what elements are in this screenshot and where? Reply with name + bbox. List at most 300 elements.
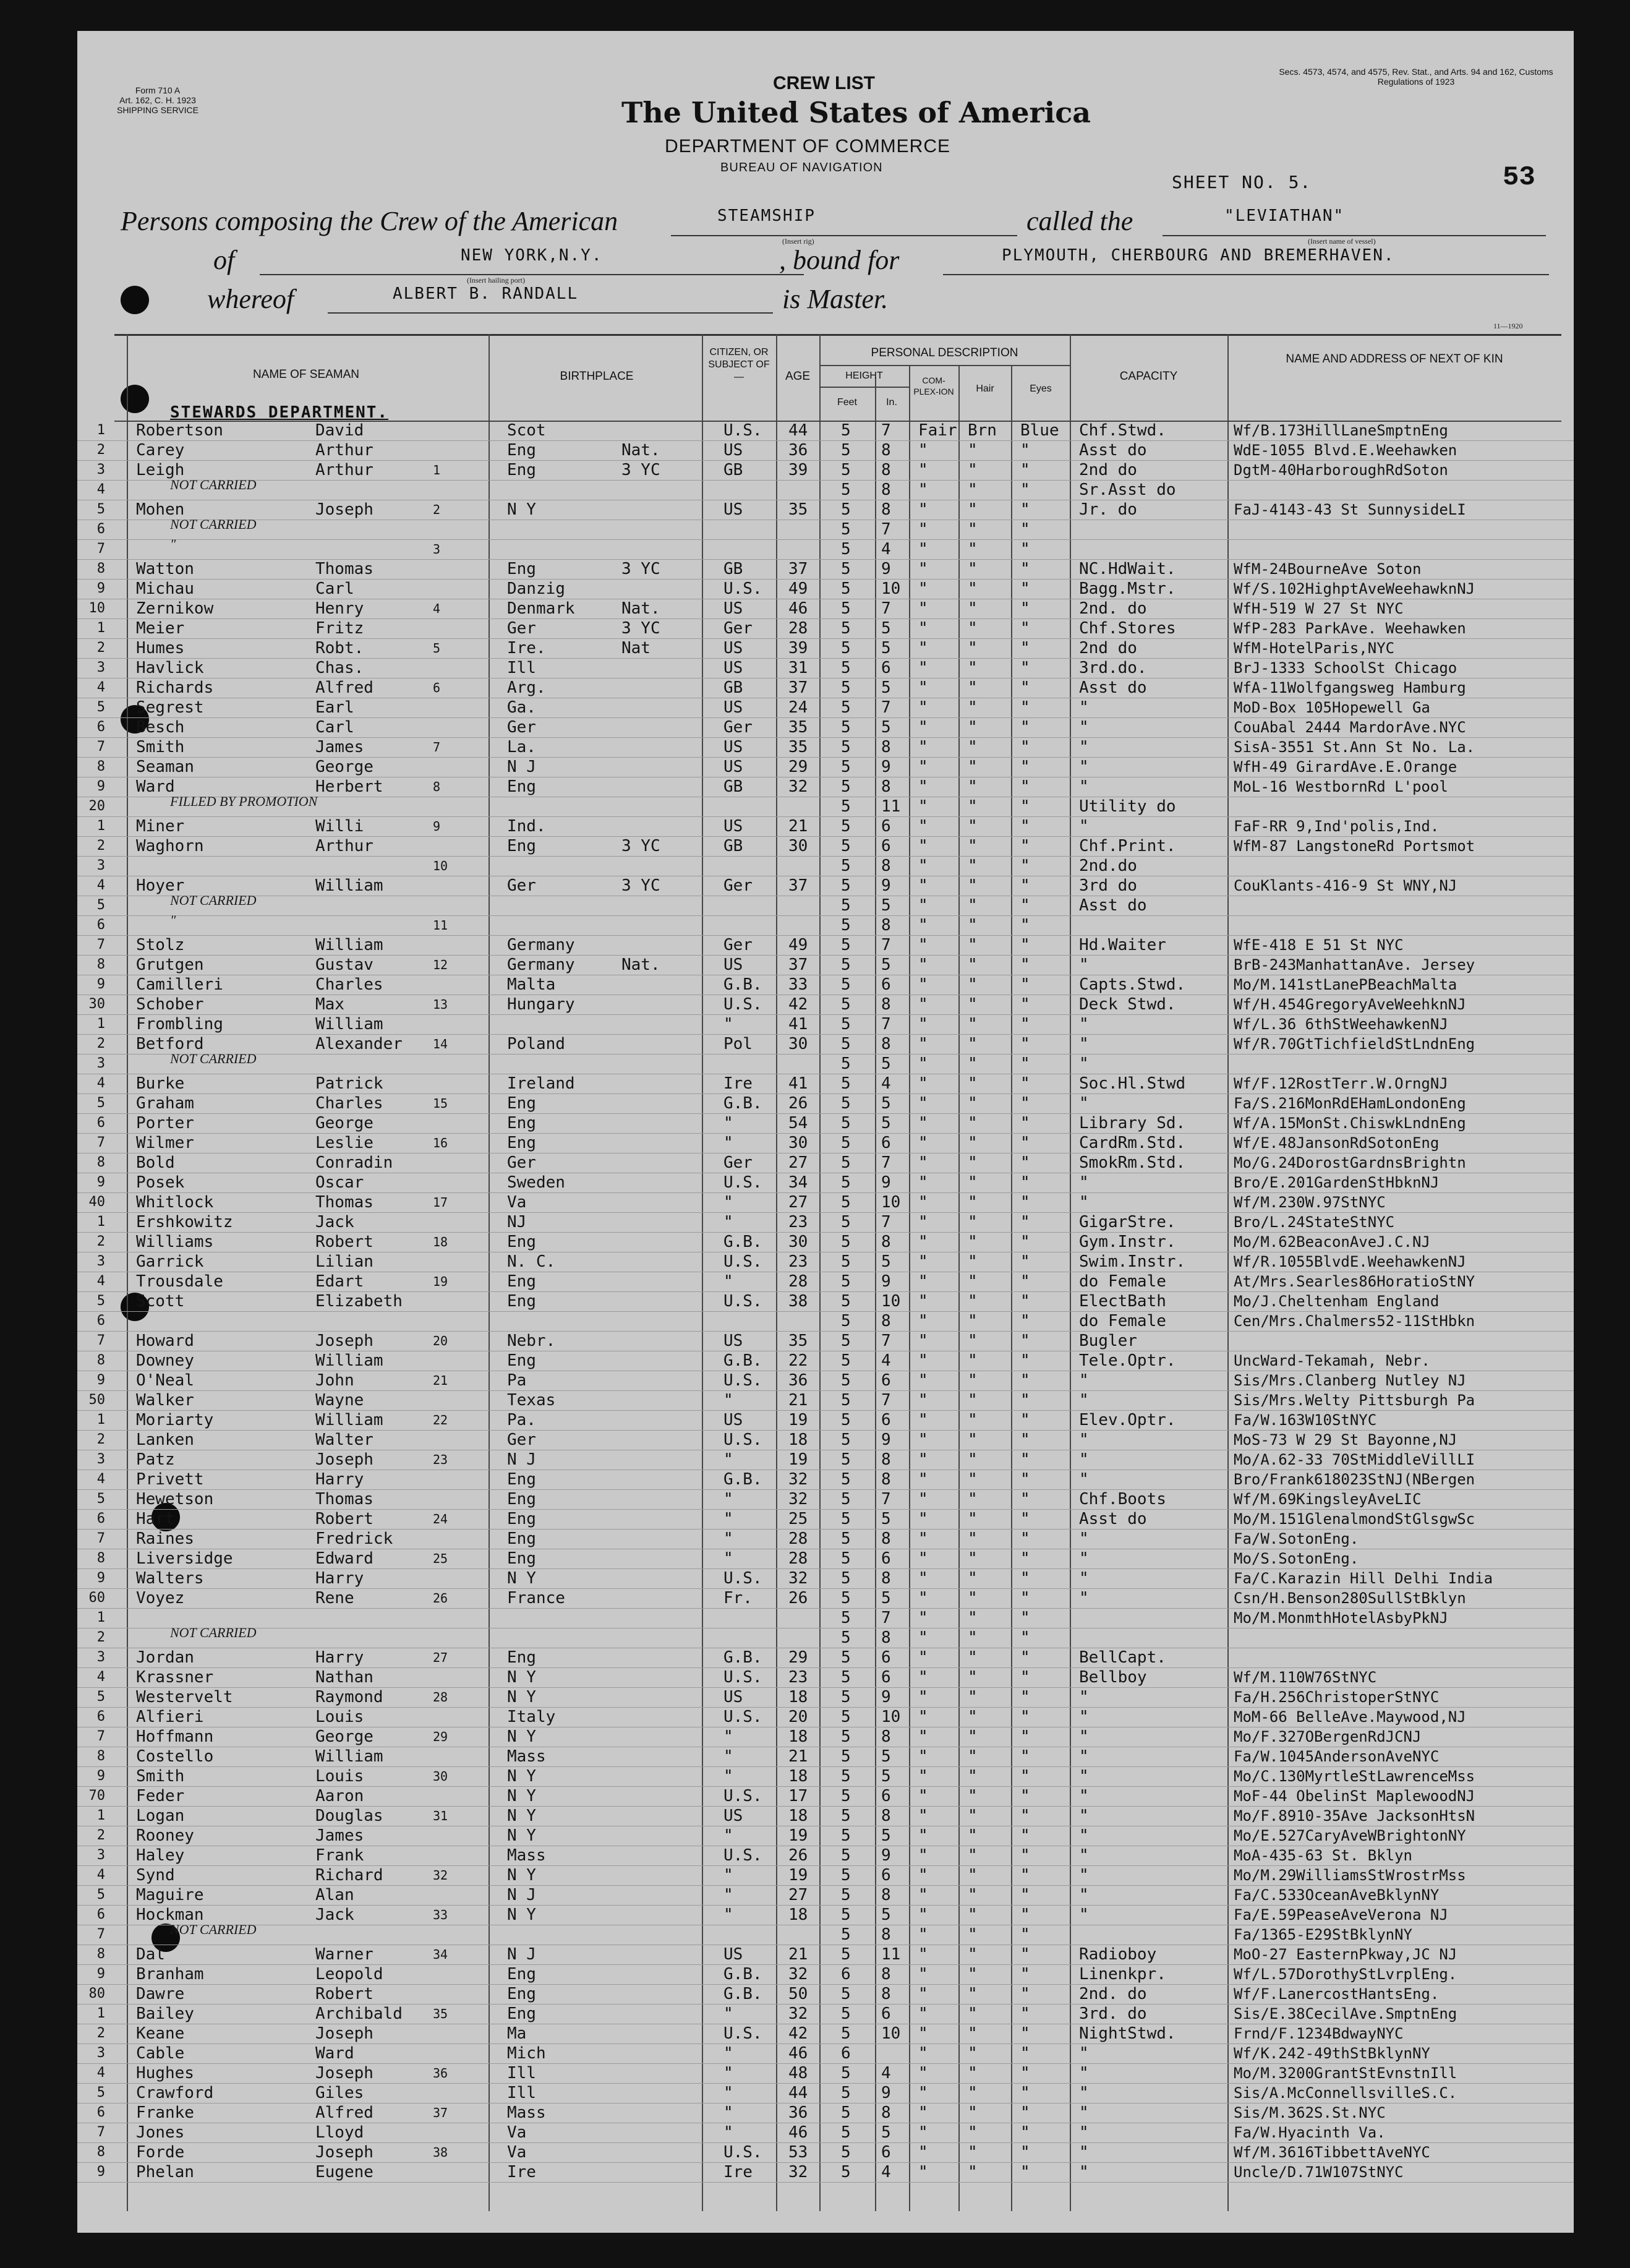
- cell-birthplace: N Y: [507, 1727, 536, 1746]
- cell-capacity: ": [1079, 698, 1089, 717]
- cell-height-inches: 7: [881, 1609, 891, 1627]
- cell-surname: Carey: [136, 441, 185, 460]
- crew-row: [77, 1568, 1574, 1589]
- cell-eyes: ": [1020, 936, 1030, 954]
- cell-capacity: ": [1079, 1094, 1089, 1113]
- cell-citizenship: ": [723, 1866, 733, 1885]
- cell-height-inches: 6: [881, 1411, 891, 1429]
- cell-complexion: ": [918, 797, 928, 816]
- cell-citizenship: Ire: [723, 1074, 753, 1093]
- cell-age: 36: [788, 2103, 808, 2122]
- crew-row: [77, 460, 1574, 481]
- cell-citizenship: G.B.: [723, 1351, 762, 1370]
- cell-hair: ": [968, 1015, 978, 1033]
- cell-eyes: ": [1020, 500, 1030, 519]
- cell-hair: ": [968, 698, 978, 717]
- cell-surname: Whitlock: [136, 1193, 214, 1212]
- bound-label: , bound for: [779, 245, 900, 275]
- cell-height-feet: 5: [841, 1411, 851, 1429]
- cell-capacity: SmokRm.Std.: [1079, 1153, 1186, 1172]
- cell-age: 42: [788, 995, 808, 1014]
- cell-citizenship: ": [723, 1490, 733, 1508]
- cell-line-number: 5: [96, 1095, 105, 1111]
- cell-given-name: William: [315, 876, 383, 895]
- cell-hair: ": [968, 461, 978, 479]
- cell-entry-index: 10: [433, 858, 448, 873]
- cell-complexion: ": [918, 1609, 928, 1627]
- cell-line-number: 6: [96, 917, 105, 933]
- cell-surname: Alfieri: [136, 1708, 204, 1726]
- cell-given-name: William: [315, 1351, 383, 1370]
- crew-row: [77, 2162, 1574, 2183]
- cell-next-of-kin: Mo/E.527CaryAveWBrightonNY: [1234, 1827, 1466, 1844]
- crew-row: [77, 1747, 1574, 1767]
- cell-capacity: 2nd. do: [1079, 1985, 1147, 2003]
- cell-next-of-kin: BrB-243ManhattanAve. Jersey: [1234, 956, 1475, 974]
- cell-line-number: 7: [96, 1333, 105, 1348]
- cell-birthplace: Va: [507, 1193, 527, 1212]
- crew-list-title: CREW LIST: [773, 73, 875, 93]
- cell-capacity: ": [1079, 1708, 1089, 1726]
- cell-complexion: Fair: [918, 421, 957, 440]
- cell-next-of-kin: Fa/S.216MonRdEHamLondonEng: [1234, 1095, 1466, 1112]
- cell-surname: Phelan: [136, 2163, 194, 2181]
- cell-eyes: ": [1020, 1727, 1030, 1746]
- cell-eyes: ": [1020, 1945, 1030, 1964]
- cell-height-feet: 5: [841, 1450, 851, 1469]
- cell-height-feet: 5: [841, 1530, 851, 1548]
- cell-height-feet: 5: [841, 2123, 851, 2142]
- cell-height-inches: 7: [881, 1153, 891, 1172]
- cell-height-feet: 5: [841, 1648, 851, 1667]
- cell-given-name: Leslie: [315, 1134, 373, 1152]
- cell-citizenship: U.S.: [723, 1569, 762, 1588]
- cell-hair: ": [968, 1134, 978, 1152]
- cell-line-number: 2: [96, 442, 105, 458]
- cell-given-name: Joseph: [315, 1450, 373, 1469]
- cell-birthplace: Eng: [507, 2005, 536, 2023]
- cell-capacity: ": [1079, 1035, 1089, 1053]
- cell-age: 18: [788, 1807, 808, 1825]
- cell-hair: ": [968, 1708, 978, 1726]
- cell-line-number: 3: [96, 1056, 105, 1071]
- cell-height-feet: 5: [841, 1510, 851, 1528]
- cell-height-inches: 8: [881, 1727, 891, 1746]
- cell-line-number: 8: [96, 2144, 105, 2160]
- cell-height-feet: 5: [841, 2163, 851, 2181]
- cell-line-number: 9: [96, 779, 105, 794]
- header-citizen: CITIZEN, OR SUBJECT OF—: [708, 347, 770, 382]
- cell-complexion: ": [918, 738, 928, 756]
- cell-height-feet: 5: [841, 560, 851, 578]
- cell-line-number: 60: [88, 1590, 105, 1606]
- cell-capacity: ": [1079, 1767, 1089, 1786]
- cell-complexion: ": [918, 1332, 928, 1350]
- cell-surname: Hoyer: [136, 876, 185, 895]
- cell-naturalization: Nat: [621, 639, 651, 657]
- handwritten-annotation: FILLED BY PROMOTION: [170, 794, 318, 809]
- crew-row: [77, 536, 1574, 560]
- form-service: SHIPPING SERVICE: [116, 105, 198, 115]
- cell-next-of-kin: At/Mrs.Searles86HoratioStNY: [1234, 1273, 1475, 1290]
- cell-surname: Patz: [136, 1450, 175, 1469]
- cell-next-of-kin: SisA-3551 St.Ann St No. La.: [1234, 738, 1475, 756]
- cell-age: 39: [788, 639, 808, 657]
- cell-capacity: Gym.Instr.: [1079, 1233, 1176, 1251]
- crew-row: [77, 1905, 1574, 1925]
- cell-line-number: 40: [88, 1194, 105, 1210]
- cell-age: 46: [788, 599, 808, 618]
- cell-hair: ": [968, 1252, 978, 1271]
- cell-age: 46: [788, 2123, 808, 2142]
- cell-height-feet: 5: [841, 1173, 851, 1192]
- cell-next-of-kin: WfH-49 GirardAve.E.Orange: [1234, 758, 1457, 776]
- cell-surname: Hart: [136, 1510, 175, 1528]
- cell-next-of-kin: WfP-283 ParkAve. Weehawken: [1234, 620, 1466, 637]
- crew-row: [77, 1351, 1574, 1371]
- cell-hair: ": [968, 1114, 978, 1132]
- cell-next-of-kin: MoF-44 ObelinSt MaplewoodNJ: [1234, 1787, 1475, 1805]
- cell-height-feet: 5: [841, 520, 851, 539]
- cell-eyes: ": [1020, 520, 1030, 539]
- cell-entry-index: 6: [433, 680, 441, 695]
- cell-complexion: ": [918, 1015, 928, 1033]
- cell-citizenship: ": [723, 1510, 733, 1528]
- cell-next-of-kin: Bro/E.201GardenStHbknNJ: [1234, 1174, 1440, 1191]
- cell-line-number: 9: [96, 1570, 105, 1586]
- cell-height-inches: 8: [881, 1628, 891, 1647]
- home-port-note: (Insert hailing port): [467, 276, 525, 285]
- cell-height-inches: 5: [881, 1055, 891, 1073]
- crew-row: [77, 1311, 1574, 1332]
- cell-complexion: ": [918, 956, 928, 974]
- cell-complexion: ": [918, 1688, 928, 1706]
- cell-eyes: ": [1020, 956, 1030, 974]
- cell-age: 23: [788, 1252, 808, 1271]
- cell-citizenship: U.S.: [723, 2143, 762, 2162]
- cell-line-number: 1: [96, 1610, 105, 1625]
- cell-given-name: Charles: [315, 1094, 383, 1113]
- crew-row: [77, 2043, 1574, 2064]
- cell-eyes: ": [1020, 2005, 1030, 2023]
- cell-height-feet: 5: [841, 1906, 851, 1924]
- cell-surname: Meier: [136, 619, 185, 638]
- cell-eyes: ": [1020, 1708, 1030, 1726]
- cell-eyes: ": [1020, 1332, 1030, 1350]
- cell-citizenship: U.S.: [723, 1708, 762, 1726]
- cell-complexion: ": [918, 1628, 928, 1647]
- cell-hair: ": [968, 738, 978, 756]
- cell-eyes: ": [1020, 1470, 1030, 1489]
- cell-complexion: ": [918, 1925, 928, 1944]
- cell-hair: ": [968, 619, 978, 638]
- cell-age: 44: [788, 2084, 808, 2102]
- cell-birthplace: Eng: [507, 560, 536, 578]
- cell-height-inches: 11: [881, 797, 901, 816]
- cell-line-number: 6: [96, 1907, 105, 1922]
- cell-citizenship: U.S.: [723, 1787, 762, 1805]
- form-article: Art. 162, C. H. 1923: [119, 95, 196, 105]
- cell-capacity: ": [1079, 1055, 1089, 1073]
- header-age: AGE: [785, 370, 811, 383]
- page-number: 53: [1503, 162, 1535, 193]
- bureau-title: BUREAU OF NAVIGATION: [720, 161, 883, 174]
- cell-citizenship: ": [723, 1747, 733, 1766]
- cell-height-inches: 8: [881, 461, 891, 479]
- cell-hair: ": [968, 1213, 978, 1231]
- crew-row: [77, 912, 1574, 936]
- cell-next-of-kin: Fa/1365-E29StBklynNY: [1234, 1926, 1412, 1943]
- cell-surname: Dawre: [136, 1985, 185, 2003]
- cell-hair: ": [968, 2103, 978, 2122]
- cell-surname: Hughes: [136, 2064, 194, 2082]
- cell-hair: ": [968, 1233, 978, 1251]
- cell-entry-index: 20: [433, 1333, 448, 1348]
- cell-height-inches: 10: [881, 2024, 901, 2043]
- cell-line-number: 8: [96, 759, 105, 774]
- cell-capacity: Radioboy: [1079, 1945, 1157, 1964]
- cell-citizenship: ": [723, 1213, 733, 1231]
- cell-citizenship: U.S.: [723, 1431, 762, 1449]
- cell-hair: ": [968, 1628, 978, 1647]
- cell-complexion: ": [918, 896, 928, 915]
- cell-given-name: Richard: [315, 1866, 383, 1885]
- cell-eyes: ": [1020, 580, 1030, 598]
- cell-hair: ": [968, 1173, 978, 1192]
- cell-birthplace: Eng: [507, 1272, 536, 1291]
- cell-capacity: Bugler: [1079, 1332, 1137, 1350]
- cell-line-number: 6: [96, 2105, 105, 2120]
- cell-capacity: ": [1079, 2084, 1089, 2102]
- cell-eyes: ": [1020, 1906, 1030, 1924]
- cell-entry-index: 2: [433, 502, 441, 517]
- cell-complexion: ": [918, 1114, 928, 1132]
- cell-next-of-kin: FaF-RR 9,Ind'polis,Ind.: [1234, 818, 1440, 835]
- cell-age: 35: [788, 738, 808, 756]
- crew-row: [77, 1625, 1574, 1648]
- crew-row: [77, 876, 1574, 896]
- cell-next-of-kin: Fa/C.Karazin Hill Delhi India: [1234, 1570, 1493, 1587]
- cell-height-feet: 5: [841, 1312, 851, 1330]
- cell-surname: Seaman: [136, 758, 194, 776]
- cell-surname: Maguire: [136, 1886, 204, 1904]
- cell-capacity: 3rd.do.: [1079, 659, 1147, 677]
- crew-row: [77, 1707, 1574, 1727]
- cell-eyes: ": [1020, 1569, 1030, 1588]
- cell-eyes: ": [1020, 797, 1030, 816]
- cell-line-number: 9: [96, 1768, 105, 1784]
- crew-row: [77, 1945, 1574, 1965]
- header-capacity: CAPACITY: [1119, 370, 1178, 383]
- cell-height-feet: 5: [841, 1490, 851, 1508]
- cell-height-feet: 5: [841, 500, 851, 519]
- cell-line-number: 6: [96, 1313, 105, 1329]
- cell-birthplace: Hungary: [507, 995, 575, 1014]
- cell-citizenship: Ger: [723, 619, 753, 638]
- cell-birthplace: Ind.: [507, 817, 546, 836]
- cell-naturalization: 3 YC: [621, 560, 660, 578]
- cell-age: 35: [788, 500, 808, 519]
- cell-entry-index: 27: [433, 1650, 448, 1665]
- cell-eyes: ": [1020, 1114, 1030, 1132]
- cell-complexion: ": [918, 1213, 928, 1231]
- cell-surname: Williams: [136, 1233, 214, 1251]
- cell-complexion: ": [918, 1173, 928, 1192]
- cell-line-number: 1: [96, 818, 105, 834]
- cell-capacity: Deck Stwd.: [1079, 995, 1176, 1014]
- cell-age: 39: [788, 461, 808, 479]
- cell-complexion: ": [918, 520, 928, 539]
- cell-citizenship: ": [723, 2064, 733, 2082]
- cell-next-of-kin: WfA-11Wolfgangsweg Hamburg: [1234, 679, 1466, 696]
- cell-next-of-kin: Fa/W.Hyacinth Va.: [1234, 2124, 1386, 2141]
- cell-capacity: ": [1079, 1173, 1089, 1192]
- cell-citizenship: US: [723, 639, 743, 657]
- cell-given-name: Robert: [315, 1985, 373, 2003]
- cell-eyes: ": [1020, 1173, 1030, 1192]
- cell-next-of-kin: MoL-16 WestbornRd L'pool: [1234, 778, 1448, 795]
- cell-age: 32: [788, 1965, 808, 1983]
- cell-height-feet: 6: [841, 2044, 851, 2063]
- cell-hair: ": [968, 1648, 978, 1667]
- crew-row: [77, 579, 1574, 599]
- cell-height-feet: 5: [841, 461, 851, 479]
- cell-height-feet: 5: [841, 441, 851, 460]
- crew-row: [77, 1549, 1574, 1569]
- cell-complexion: ": [918, 2123, 928, 2142]
- cell-citizenship: Ire: [723, 2163, 753, 2181]
- cell-capacity: Jr. do: [1079, 500, 1137, 519]
- crew-row: [77, 1153, 1574, 1173]
- cell-line-number: 9: [96, 1175, 105, 1190]
- cell-citizenship: GB: [723, 461, 743, 479]
- cell-capacity: 2nd do: [1079, 461, 1137, 479]
- cell-hair: ": [968, 1391, 978, 1410]
- cell-surname: Graham: [136, 1094, 194, 1113]
- cell-next-of-kin: WfE-418 E 51 St NYC: [1234, 936, 1404, 954]
- cell-complexion: ": [918, 1826, 928, 1845]
- cell-surname: Porter: [136, 1114, 194, 1132]
- cell-next-of-kin: Fa/H.256ChristoperStNYC: [1234, 1688, 1440, 1706]
- cell-next-of-kin: UncWard-Tekamah, Nebr.: [1234, 1352, 1430, 1369]
- cell-next-of-kin: Wf/E.48JansonRdSotonEng: [1234, 1134, 1440, 1152]
- cell-line-number: 2: [96, 1828, 105, 1843]
- cell-line-number: 2: [96, 640, 105, 656]
- cell-birthplace: Eng: [507, 1094, 536, 1113]
- crew-row: [77, 1826, 1574, 1846]
- crew-row: [77, 1608, 1574, 1628]
- cell-height-feet: 5: [841, 995, 851, 1014]
- cell-age: 37: [788, 560, 808, 578]
- cell-birthplace: Eng: [507, 461, 536, 479]
- crew-row: [77, 1371, 1574, 1391]
- cell-height-feet: 5: [841, 678, 851, 697]
- cell-eyes: ": [1020, 639, 1030, 657]
- crew-row: [77, 1588, 1574, 1609]
- cell-next-of-kin: Wf/L.36 6thStWeehawkenNJ: [1234, 1016, 1448, 1033]
- cell-hair: ": [968, 500, 978, 519]
- cell-next-of-kin: Wf/M.110W76StNYC: [1234, 1669, 1377, 1686]
- cell-given-name: Edward: [315, 1549, 373, 1568]
- cell-height-feet: 5: [841, 797, 851, 816]
- cell-capacity: 3rd do: [1079, 876, 1137, 895]
- cell-next-of-kin: Uncle/D.71W107StNYC: [1234, 2163, 1404, 2181]
- crew-row: [77, 1252, 1574, 1272]
- cell-surname: O'Neal: [136, 1371, 194, 1390]
- cell-entry-index: 37: [433, 2105, 448, 2120]
- cell-capacity: ": [1079, 817, 1089, 836]
- cell-naturalization: 3 YC: [621, 461, 660, 479]
- cell-birthplace: Mich: [507, 2044, 546, 2063]
- cell-birthplace: Ire: [507, 2163, 536, 2181]
- cell-citizenship: ": [723, 1450, 733, 1469]
- cell-age: 46: [788, 2044, 808, 2063]
- handwritten-annotation: ": [170, 536, 176, 552]
- cell-birthplace: N Y: [507, 1688, 536, 1706]
- cell-birthplace: Ger: [507, 876, 536, 895]
- cell-eyes: ": [1020, 1213, 1030, 1231]
- cell-entry-index: 19: [433, 1274, 448, 1289]
- cell-height-inches: 10: [881, 1193, 901, 1212]
- cell-eyes: ": [1020, 441, 1030, 460]
- cell-height-feet: 5: [841, 1549, 851, 1568]
- cell-age: 27: [788, 1193, 808, 1212]
- cell-capacity: Swim.Instr.: [1079, 1252, 1186, 1271]
- cell-line-number: 1: [96, 2006, 105, 2021]
- header-next-of-kin: NAME AND ADDRESS OF NEXT OF KIN: [1286, 353, 1503, 366]
- cell-given-name: Fredrick: [315, 1530, 393, 1548]
- cell-eyes: ": [1020, 1074, 1030, 1093]
- cell-next-of-kin: WdE-1055 Blvd.E.Weehawken: [1234, 442, 1457, 459]
- cell-birthplace: N Y: [507, 1866, 536, 1885]
- cell-entry-index: 24: [433, 1512, 448, 1526]
- cell-entry-index: 17: [433, 1195, 448, 1210]
- header-personal-description: PERSONAL DESCRIPTION: [871, 346, 1018, 359]
- cell-citizenship: G.B.: [723, 1985, 762, 2003]
- vessel-name: "LEVIATHAN": [1224, 207, 1345, 225]
- cell-capacity: ": [1079, 1727, 1089, 1746]
- cell-line-number: 7: [96, 1531, 105, 1546]
- rig-note: (Insert rig): [782, 237, 814, 246]
- cell-age: 53: [788, 2143, 808, 2162]
- cell-given-name: Warner: [315, 1945, 373, 1964]
- cell-next-of-kin: MoS-73 W 29 St Bayonne,NJ: [1234, 1431, 1457, 1449]
- cell-surname: Frombling: [136, 1015, 223, 1033]
- cell-eyes: ": [1020, 1985, 1030, 2003]
- cell-eyes: ": [1020, 619, 1030, 638]
- cell-age: 28: [788, 1549, 808, 1568]
- cell-height-feet: 5: [841, 698, 851, 717]
- cell-height-inches: 9: [881, 560, 891, 578]
- cell-entry-index: 33: [433, 1907, 448, 1922]
- cell-height-inches: 6: [881, 1371, 891, 1390]
- cell-height-feet: 5: [841, 1688, 851, 1706]
- cell-surname: Forde: [136, 2143, 185, 2162]
- crew-row: [77, 1113, 1574, 1134]
- cell-height-feet: 5: [841, 1114, 851, 1132]
- crew-row: [77, 1074, 1574, 1094]
- cell-age: 26: [788, 1094, 808, 1113]
- cell-line-number: 50: [88, 1392, 105, 1408]
- cell-complexion: ": [918, 659, 928, 677]
- called-label: called the: [1026, 206, 1133, 236]
- cell-line-number: 9: [96, 1372, 105, 1388]
- cell-given-name: Alfred: [315, 2103, 373, 2122]
- cell-capacity: Chf.Boots: [1079, 1490, 1166, 1508]
- crew-row: [77, 698, 1574, 718]
- cell-entry-index: 18: [433, 1235, 448, 1249]
- cell-entry-index: 1: [433, 463, 441, 477]
